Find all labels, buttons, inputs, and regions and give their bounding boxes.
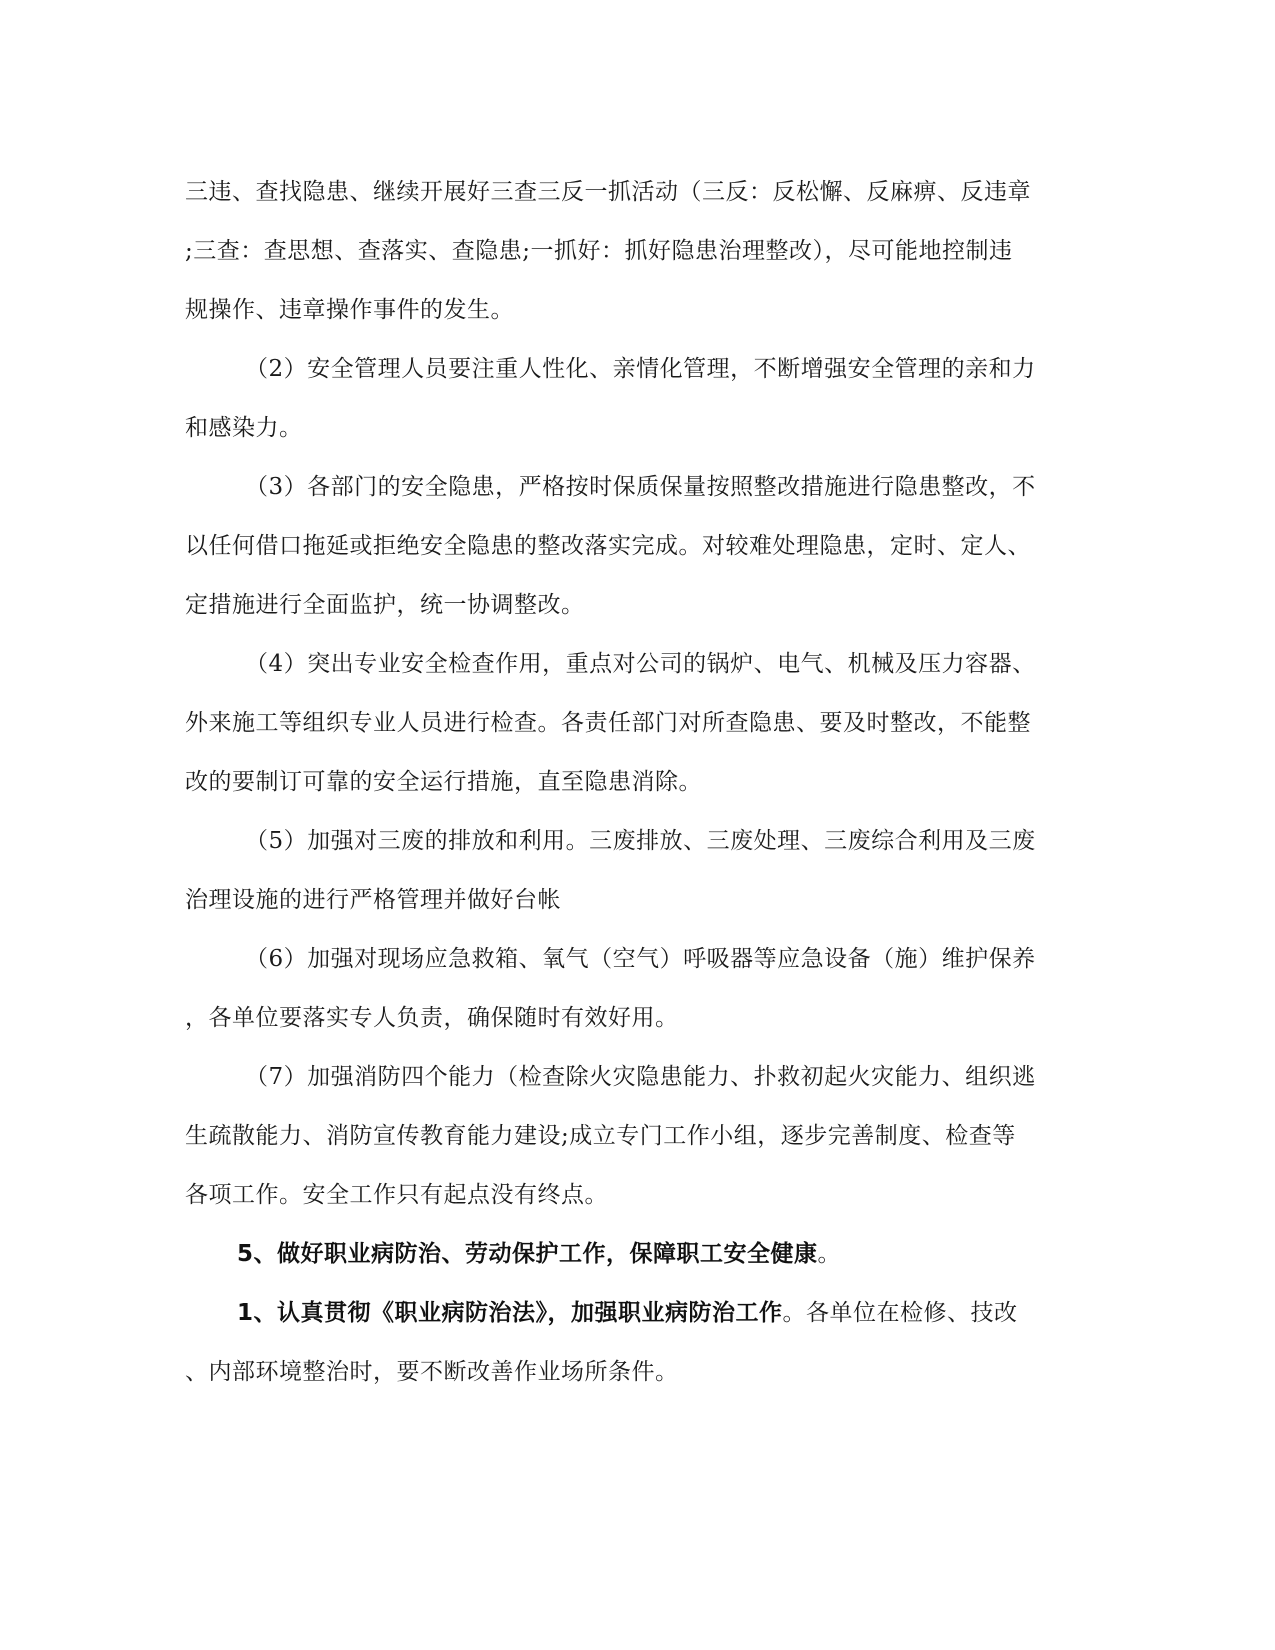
text-line: 定措施进行全面监护，统一协调整改。 [185,592,585,618]
section-5-heading-rest: 。 [817,1241,842,1267]
text-line: 生疏散能力、消防宣传教育能力建设;成立专门工作小组，逐步完善制度、检查等 [185,1123,1016,1149]
section-5-heading-bold: 5、做好职业病防治、劳动保护工作，保障职工安全健康 [237,1241,818,1267]
text-line: 治理设施的进行严格管理并做好台帐 [185,887,561,913]
paragraph-7-line: （7）加强消防四个能力（检查除火灾隐患能力、扑救初起火灾能力、组织逃 [245,1064,1036,1090]
paragraph-6-line: （6）加强对现场应急救箱、氧气（空气）呼吸器等应急设备（施）维护保养 [245,946,1036,972]
item-1-line [185,1293,1085,1352]
item-1-rest: 。各单位在检修、技改 [782,1300,1018,1326]
text-line: ，各单位要落实专人负责，确保随时有效好用。 [185,1005,679,1031]
text-line: 改的要制订可靠的安全运行措施，直至隐患消除。 [185,769,702,795]
body-text [185,172,1085,1411]
paragraph-4-line: （4）突出专业安全检查作用，重点对公司的锅炉、电气、机械及压力容器、 [245,651,1036,677]
paragraph-2-line: （2）安全管理人员要注重人性化、亲情化管理，不断增强安全管理的亲和力 [245,356,1036,382]
text-line: 和感染力。 [185,415,303,441]
section-5-heading [185,1234,1085,1293]
text-line: 外来施工等组织专业人员进行检查。各责任部门对所查隐患、要及时整改，不能整 [185,710,1031,736]
text-line: ;三查：查思想、查落实、查隐患;一抓好：抓好隐患治理整改），尽可能地控制违 [185,238,1013,264]
text-line: 以任何借口拖延或拒绝安全隐患的整改落实完成。对较难处理隐患，定时、定人、 [185,533,1031,559]
paragraph-5-line: （5）加强对三废的排放和利用。三废排放、三废处理、三废综合利用及三废 [245,828,1036,854]
text-line: 各项工作。安全工作只有起点没有终点。 [185,1182,608,1208]
text-line: 三违、查找隐患、继续开展好三查三反一抓活动（三反：反松懈、反麻痹、反违章 [185,179,1031,205]
text-line: 规操作、违章操作事件的发生。 [185,297,514,323]
paragraph-3-line: （3）各部门的安全隐患，严格按时保质保量按照整改措施进行隐患整改，不 [245,474,1036,500]
text-line: 、内部环境整治时，要不断改善作业场所条件。 [185,1359,679,1385]
item-1-bold: 1、认真贯彻《职业病防治法》，加强职业病防治工作 [237,1300,783,1326]
